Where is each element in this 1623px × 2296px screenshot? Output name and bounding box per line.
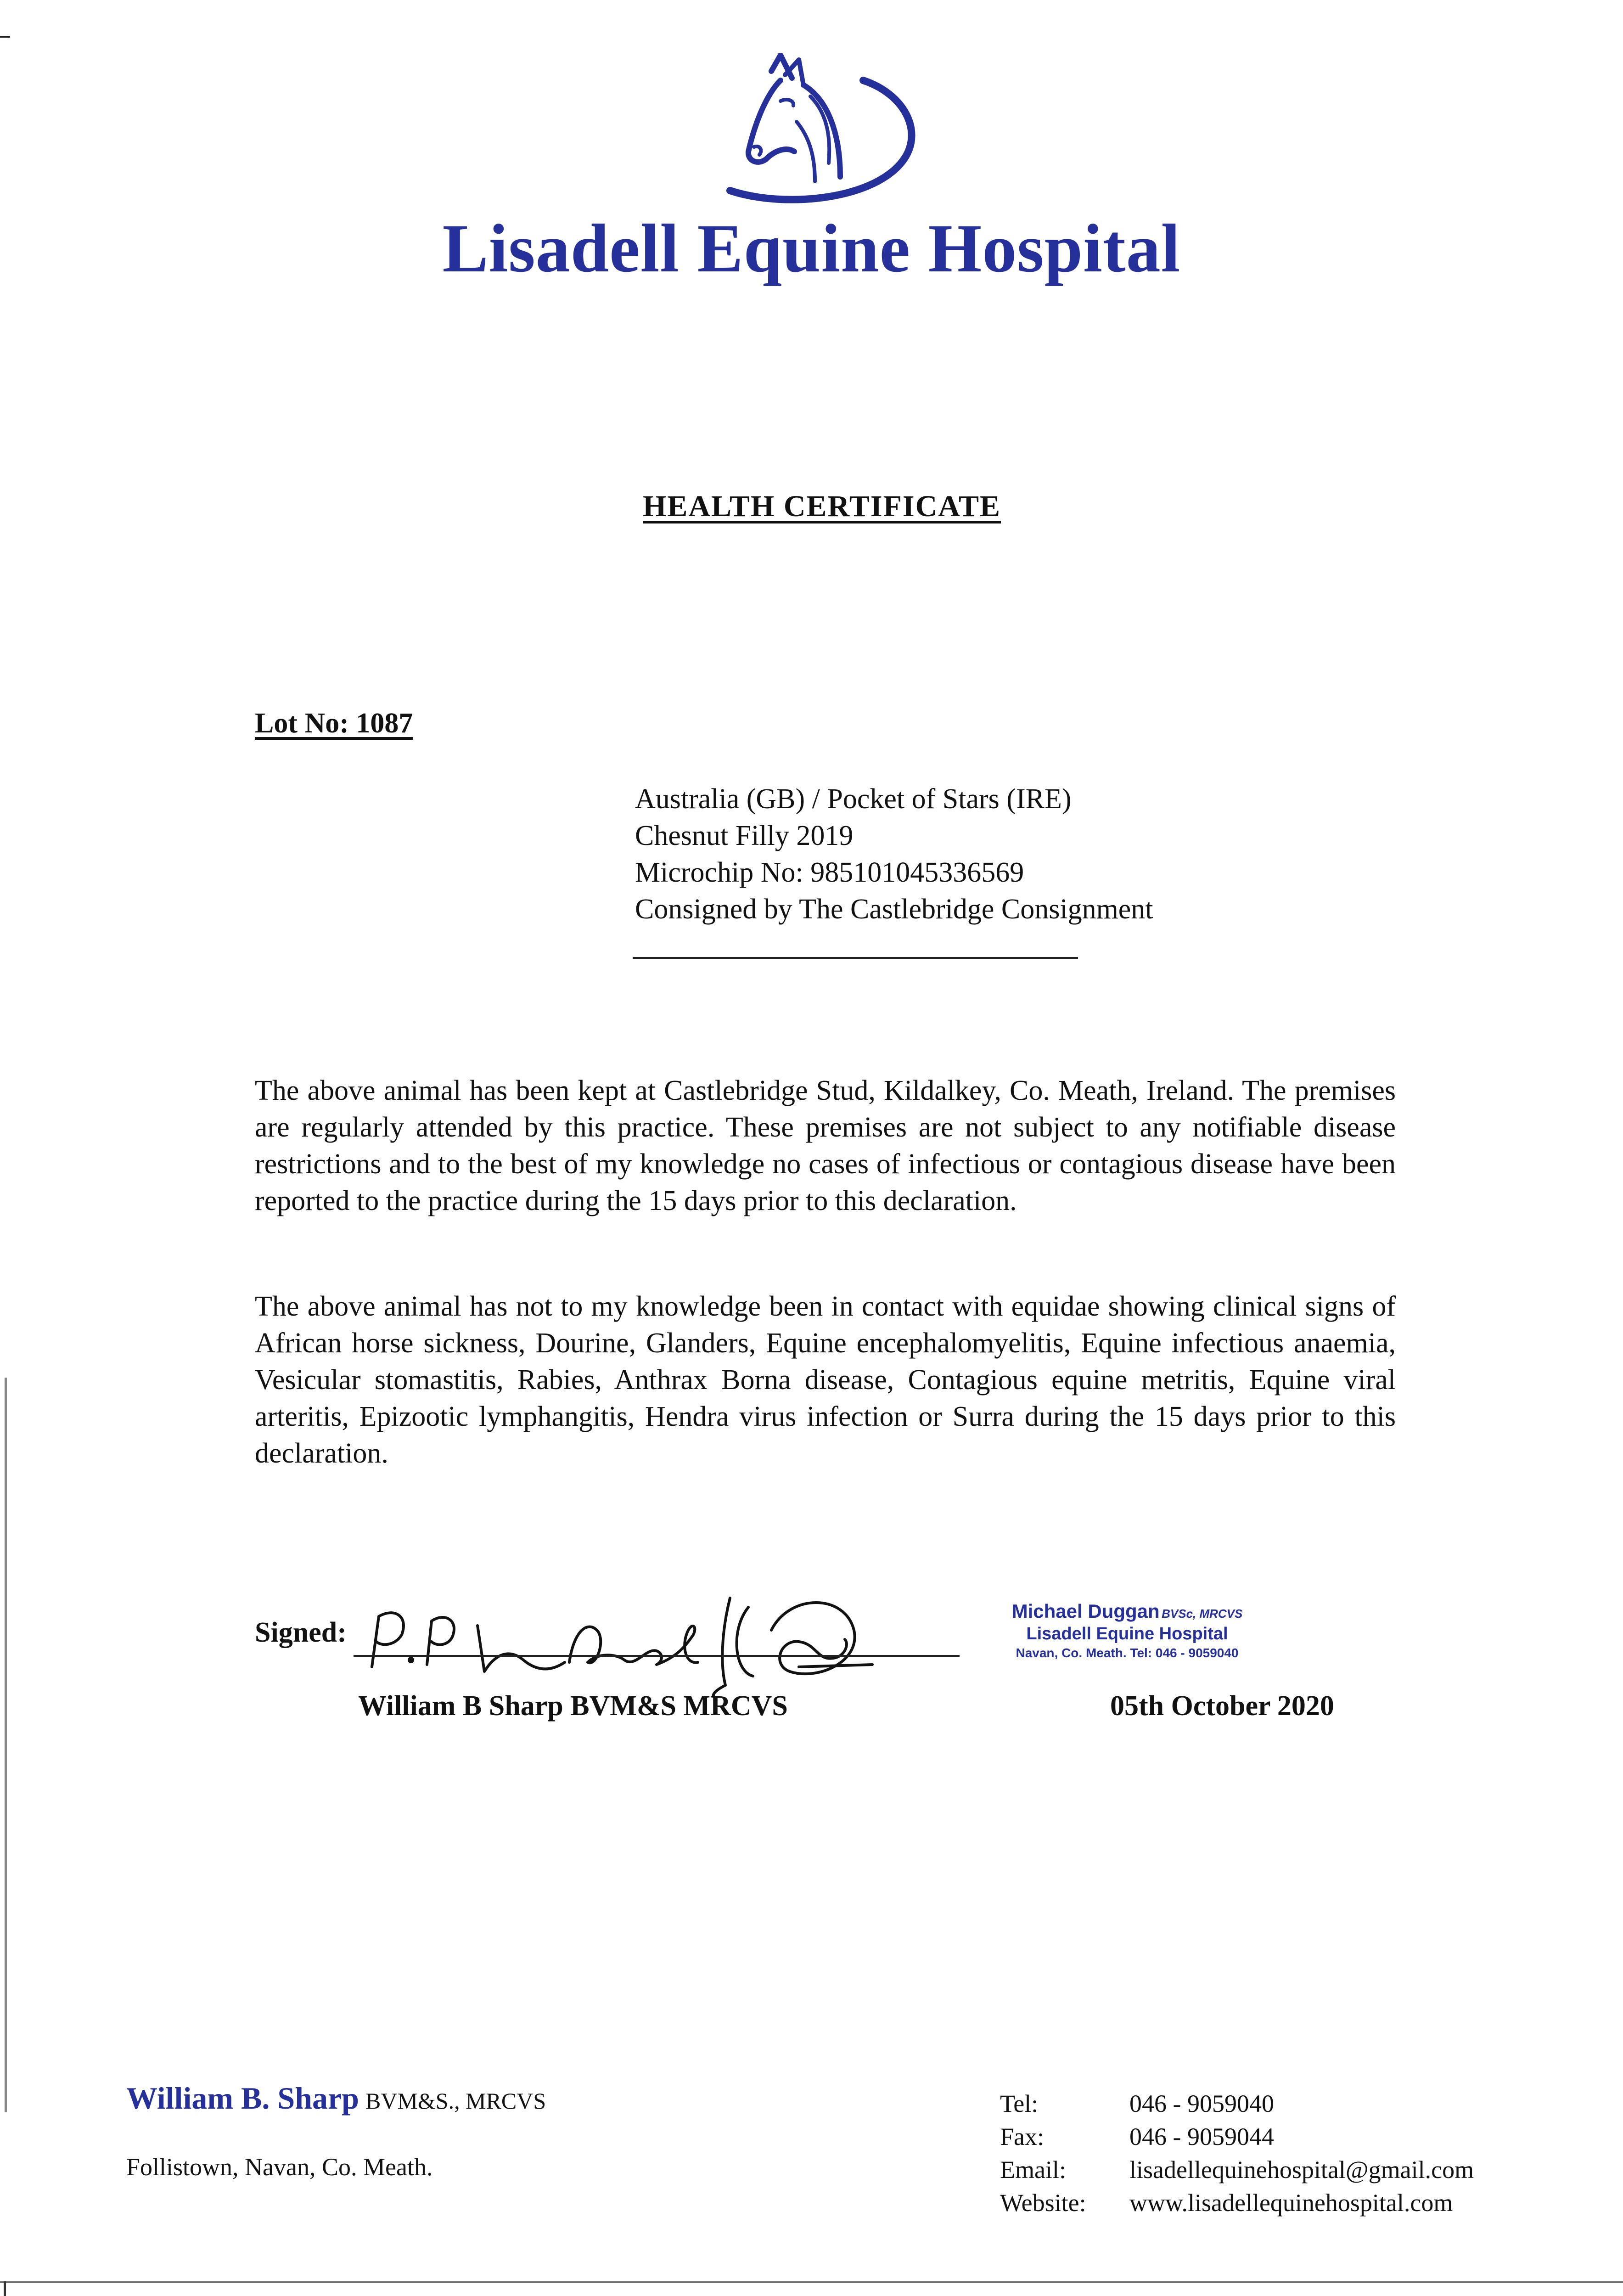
contact-label: Email: [1000, 2156, 1066, 2183]
signature-line [354, 1655, 960, 1657]
hospital-name: Lisadell Equine Hospital [442, 210, 1181, 287]
scan-edge-mark [4, 2281, 6, 2296]
scan-edge-mark [0, 2281, 1623, 2283]
footer-address: Follistown, Navan, Co. Meath. [126, 2153, 433, 2181]
scan-edge-mark [0, 36, 10, 38]
horse-head-logo-icon [712, 53, 932, 209]
contact-label: Website: [1000, 2189, 1086, 2217]
scan-edge-mark [5, 1378, 7, 2112]
email-address: lisadellequinehospital@gmail.com [1129, 2156, 1474, 2183]
contact-row [1000, 2120, 1474, 2153]
fax-number: 046 - 9059044 [1129, 2123, 1274, 2150]
stamp-hospital: Lisadell Equine Hospital [1026, 1624, 1228, 1643]
footer-name: William B. Sharp [126, 2081, 359, 2116]
consignor: Consigned by The Castlebridge Consignment [635, 894, 1153, 925]
contact-details [1000, 2087, 1474, 2219]
contact-row [1000, 2186, 1474, 2219]
stamp-qualifications: BVSc, MRCVS [1162, 1607, 1243, 1621]
horse-details [635, 781, 1153, 928]
contact-row [1000, 2087, 1474, 2120]
certificate-date: 05th October 2020 [1110, 1690, 1334, 1722]
divider [633, 957, 1078, 959]
declaration-paragraph: The above animal has been kept at Castlebridge Stud, Kildalkey, Co. Meath, Ireland. The premises are regularly attended by this practice. These premises are not subject to any notifiable disease restrictions and to the best of my knowledge no cases of infectious or contagious disease have been reported to the practice during the 15 days prior to this declaration. [255, 1075, 1396, 1216]
microchip-number: Microchip No: 985101045336569 [635, 857, 1024, 888]
footer-qualifications: BVM&S., MRCVS [365, 2088, 546, 2114]
stamp-address: Navan, Co. Meath. Tel: 046 - 9059040 [1016, 1646, 1239, 1660]
contact-row [1000, 2153, 1474, 2186]
lot-number: Lot No: 1087 [255, 708, 413, 739]
website-url: www.lisadellequinehospital.com [1129, 2189, 1453, 2217]
phone-number: 046 - 9059040 [1129, 2090, 1274, 2117]
signer-name: William B Sharp BVM&S MRCVS [358, 1690, 788, 1722]
contact-label: Tel: [1000, 2090, 1039, 2117]
vet-stamp [976, 1600, 1279, 1660]
footer-vet-name [126, 2080, 546, 2116]
signed-label: Signed: [255, 1617, 347, 1648]
stamp-name: Michael Duggan [1011, 1600, 1160, 1622]
horse-description: Chesnut Filly 2019 [635, 820, 854, 851]
certificate-heading: HEALTH CERTIFICATE [643, 490, 1001, 523]
contact-label: Fax: [1000, 2123, 1045, 2150]
handwritten-signature [358, 1561, 955, 1699]
declaration-paragraph: The above animal has not to my knowledge been in contact with equidae showing clinical signs of African horse sickness, Dourine, Glanders, Equine encephalomyelitis, Equine infectious anaemia, Vesicular stomastitis, Rabies, Anthrax Borna disease, Contagious equine metritis, Equine viral arteritis, Epizootic lymphangitis, Hendra virus infection or Surra during the 15 days prior to this declaration. [255, 1291, 1396, 1469]
horse-pedigree: Australia (GB) / Pocket of Stars (IRE) [635, 783, 1072, 815]
